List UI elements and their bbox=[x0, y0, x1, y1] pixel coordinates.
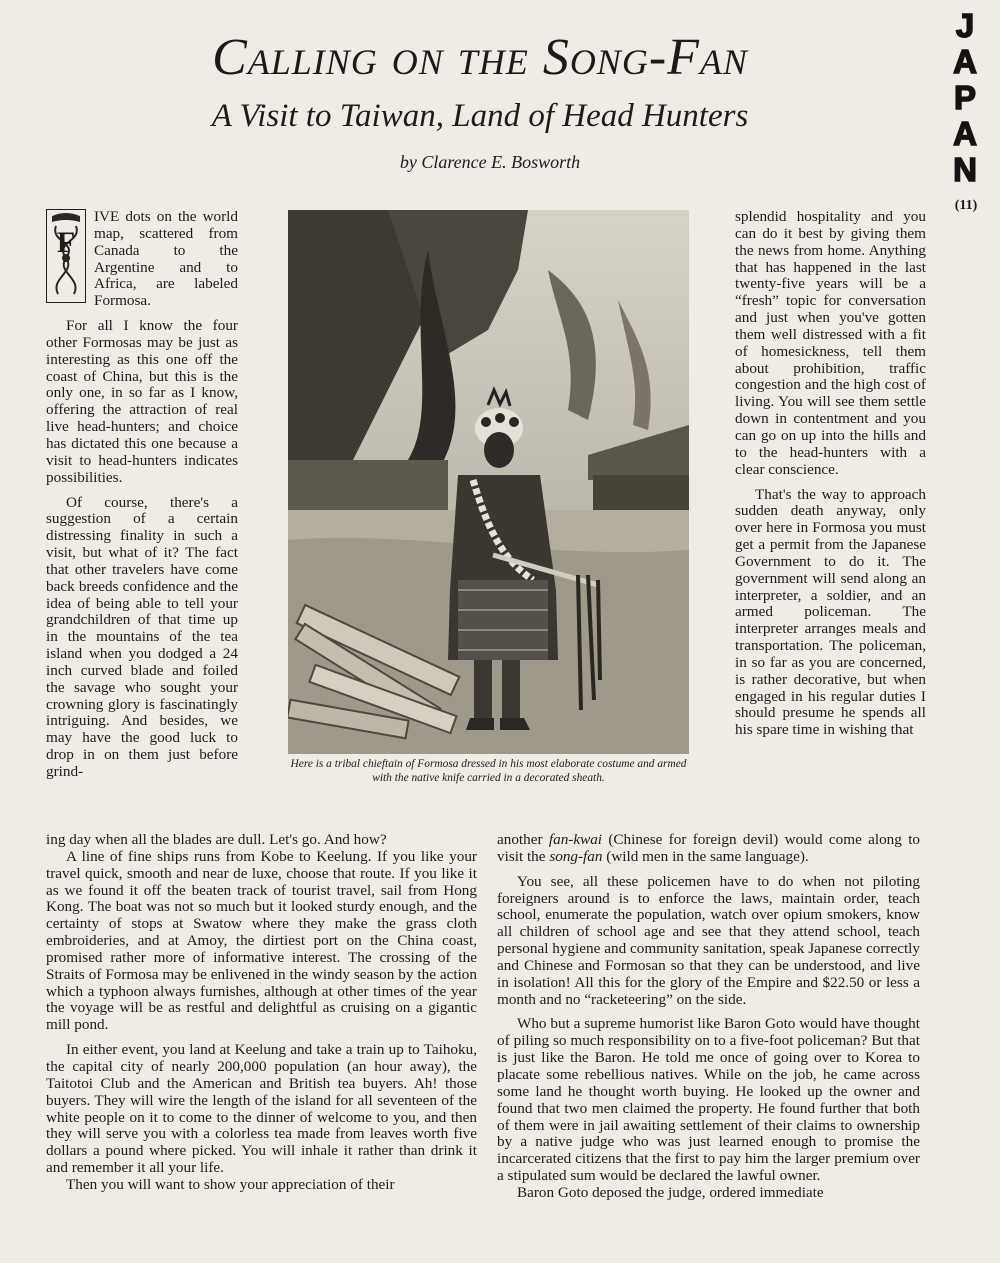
section-label-japan bbox=[948, 8, 982, 188]
paragraph: Baron Goto deposed the judge, ordered immediate bbox=[517, 1183, 824, 1201]
paragraph: Then you will want to show your appreciation of their bbox=[66, 1175, 395, 1193]
paragraph bbox=[46, 209, 238, 310]
paragraph: Who but a supreme humorist like Baron Goto would have thought of piling so much responsibility on to a five-foot policeman? But that is just like the Baron. He told me once of going over to Korea to placate some rebellious natives. While on the job, he came across some land he thought worth buying. He looked up the owner and found that two men claimed the property. He found further that both of them were in jail awaiting settlement of their claims to ownership by a native judge who was just learned enough to promise the incarcerated citizens that the first to pay him the larger premium over a stipulated sum would be declared the lawful owner. bbox=[497, 1015, 920, 1185]
paragraph-text: another bbox=[497, 831, 549, 848]
paragraph bbox=[497, 832, 920, 866]
section-label-letter: A bbox=[953, 115, 977, 152]
article-subtitle: A Visit to Taiwan, Land of Head Hunters bbox=[211, 98, 749, 134]
lower-right-column bbox=[497, 832, 920, 1202]
drop-cap-ornament bbox=[46, 209, 86, 303]
italic-term: fan-kwai bbox=[548, 831, 603, 848]
ornament-icon bbox=[48, 212, 84, 300]
photo-caption: Here is a tribal chieftain of Formosa dressed in his most elaborate costume and armed with the native knife carried in a decorated sheath. bbox=[290, 758, 687, 784]
paragraph: Of course, there's a suggestion of a certain distressing finality in such a visit, but what of it? The fact that other travelers have come back breeds confidence and the idea of being able to tell your grandchildren of that time up in the mountains of the tea island when you dodged a 24 inch curved blade and foiled the savage who sought your crowning glory is fascinatingly intriguing. And besides, we may have the good luck to drop in on them just before grind- bbox=[46, 493, 238, 780]
left-column bbox=[46, 209, 238, 781]
article-title: Calling on the Song-Fan bbox=[212, 29, 748, 86]
photo-illustration bbox=[288, 210, 689, 754]
page-number: (11) bbox=[954, 198, 978, 213]
lower-left-column bbox=[46, 832, 477, 1194]
section-label-letter: P bbox=[953, 79, 976, 116]
drop-cap-letter: F bbox=[56, 226, 76, 259]
chieftain-photo bbox=[288, 210, 689, 754]
byline: by Clarence E. Bosworth bbox=[399, 152, 581, 172]
paragraph: You see, all these policemen have to do when not piloting foreigners around is to enforce the laws, maintain order, teach school, enumerate the population, watch over opium smokers, know all children of school age and see that they attend school, teach personal hygiene and community sanitation, speak Japanese correctly and Chinese and Formosan so that they can be understood, and live in isolation! All this for the glory of the Empire and $22.50 or less a month and no “racketeering” on the side. bbox=[497, 872, 920, 1008]
section-label-letter: A bbox=[953, 43, 977, 80]
paragraph: A line of fine ships runs from Kobe to Keelung. If you like your travel quick, smooth and near de luxe, choose that route. If you like it as we found it off the beaten track of tourist travel, sail from Hong Kong. The boat was not so much but it looked sturdy enough, and the certainty of stops at Swatow where they make the grass cloth embroideries, and at Amoy, the dirtiest port on the China coast, promised rather more of informative interest. The crossing of the Straits of Formosa may be enlivened in the windy season by the action which a typhoon always furnishes, although at other times of the year the voyage will be as restful and delightful as cruising on a gigantic mill pond. bbox=[46, 847, 477, 1034]
paragraph: ing day when all the blades are dull. Let's go. And how? bbox=[46, 831, 387, 848]
paragraph: In either event, you land at Keelung and take a train up to Taihoku, the capital city of nearly 200,000 population (an hour away), the Taitotoi Club and the American and British tea buyers. Ah! those buyers. They will wire the length of the island for all seventeen of the white people on it to come to the dinner of welcome to you, and then they will serve you with a colorless tea made from leaves worth five dollars a pound where picked. You will inhale it rather than drink it and remember it all your life. bbox=[46, 1041, 477, 1177]
right-column bbox=[735, 209, 926, 739]
paragraph-text: IVE dots on the world map, scattered from Canada to the Argentine and to Africa, are labeled Formosa. bbox=[94, 208, 238, 310]
paragraph-text: (wild men in the same language). bbox=[602, 847, 809, 865]
paragraph: That's the way to approach sudden death anyway, only over here in Formosa you must get a permit from the Japanese Government to do it. The government will send along an interpreter, a soldier, and an armed policeman. The interpreter arranges meals and transportation. The policeman, in so far as you are concerned, is rather decorative, but when engaged in his regular duties I should presume he spends all his spare time in wishing that bbox=[735, 485, 926, 739]
paragraph-text: (Chinese for foreign devil) would come along to visit the bbox=[497, 831, 921, 865]
paragraph: splendid hospitality and you can do it best by giving them the news from home. Anything that has happened in the last twenty-five years will be a “fresh” topic for conversation and just when you've gotten them well distressed with a fit of homesickness, tell them about prohibition, traffic congestion and the high cost of living. You will see them settle down in contentment and you can go on up into the hills and to the head-hunters with a clear conscience. bbox=[735, 208, 926, 478]
italic-term: song-fan bbox=[549, 847, 603, 865]
section-label-letter: N bbox=[953, 151, 977, 188]
section-label-letter: J bbox=[955, 7, 975, 44]
paragraph: For all I know the four other Formosas may be just as interesting as this one off the coast of China, but this is the only one, in so far as I know, offering the attraction of real live head-hunters; and choice has dictated this one because a visit to head-hunters indicates possibilities. bbox=[46, 317, 238, 486]
